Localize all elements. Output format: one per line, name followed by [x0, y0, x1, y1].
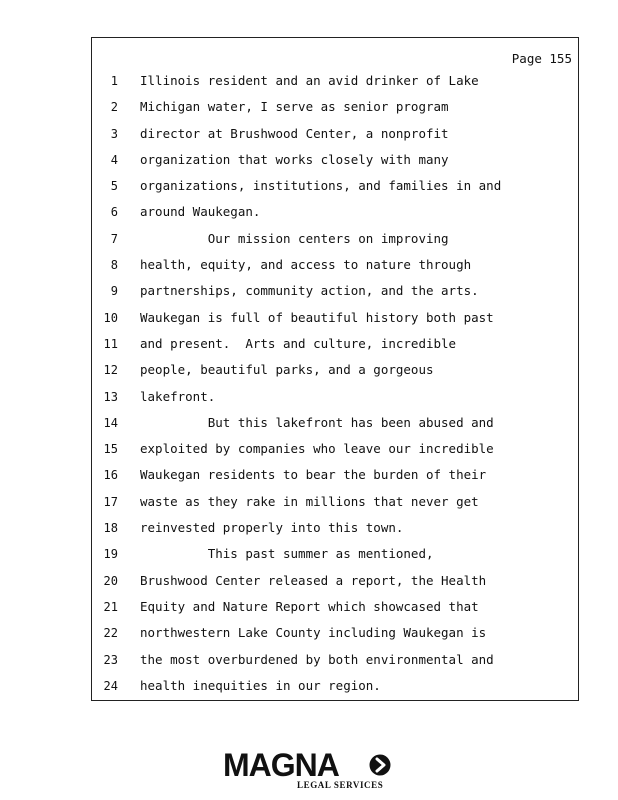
line-number: 22: [103, 626, 118, 641]
line-text: Illinois resident and an avid drinker of Lake: [140, 73, 479, 88]
line-text: Waukegan is full of beautiful history both past: [140, 309, 494, 325]
line-text: northwestern Lake County including Waukegan is: [140, 625, 487, 641]
arrow-circle-icon: [369, 754, 391, 776]
line-number: 11: [103, 336, 118, 351]
transcript-line: [92, 599, 578, 625]
transcript-line: [92, 362, 578, 388]
line-text: health inequities in our region.: [140, 677, 381, 693]
transcript-line: [92, 310, 578, 336]
transcript-line: [92, 389, 578, 415]
line-text: lakefront.: [140, 388, 216, 404]
line-text: organization that works closely with many: [140, 151, 449, 167]
line-number: 4: [110, 152, 118, 167]
transcript-line: [92, 283, 578, 309]
line-text: and present. Arts and culture, incredible: [140, 335, 457, 351]
line-number: 3: [110, 126, 118, 141]
line-number: 15: [103, 442, 118, 457]
line-number: 8: [110, 258, 118, 273]
logo-tagline: LEGAL SERVICES: [297, 780, 384, 790]
transcript-line: [92, 546, 578, 572]
transcript-line: [92, 204, 578, 230]
line-text: Michigan water, I serve as senior program: [140, 99, 449, 115]
line-text: Brushwood Center released a report, the Health: [140, 572, 487, 588]
magna-logo: [223, 747, 395, 793]
line-text: This past summer as mentioned,: [140, 546, 434, 562]
line-number: 1: [110, 74, 118, 88]
transcript-line: [92, 178, 578, 204]
line-text: partnerships, community action, and the arts.: [140, 283, 479, 299]
line-text: the most overburdened by both environmental and: [140, 651, 494, 667]
line-number: 5: [110, 179, 118, 194]
line-text: Our mission centers on improving: [140, 230, 449, 246]
transcript-line: [92, 257, 578, 283]
transcript-line: [92, 678, 578, 704]
line-number: 14: [103, 415, 118, 430]
line-text: health, equity, and access to nature through: [140, 257, 472, 273]
line-text: director at Brushwood Center, a nonprofit: [140, 125, 449, 141]
line-number: 23: [103, 652, 118, 667]
line-number: 24: [103, 678, 118, 693]
transcript-page: [91, 37, 579, 701]
page-number: Page 155: [511, 51, 572, 66]
line-number: 12: [103, 363, 118, 378]
transcript-line: [92, 73, 578, 99]
line-text: people, beautiful parks, and a gorgeous: [140, 362, 434, 378]
line-text: around Waukegan.: [140, 204, 261, 220]
line-number: 2: [110, 100, 118, 115]
transcript-line: [92, 415, 578, 441]
line-number: 6: [110, 205, 118, 220]
transcript-line: [92, 441, 578, 467]
transcript-line: [92, 520, 578, 546]
transcript-line: [92, 625, 578, 651]
line-text: exploited by companies who leave our incredible: [140, 441, 494, 457]
transcript-line: [92, 152, 578, 178]
line-number: 10: [103, 310, 118, 325]
transcript-line: [92, 573, 578, 599]
transcript-line: [92, 231, 578, 257]
transcript-lines: [92, 73, 578, 704]
line-number: 9: [110, 284, 118, 299]
transcript-line: [92, 99, 578, 125]
logo-wordmark: MAGNA: [223, 747, 339, 783]
line-number: 7: [110, 231, 118, 246]
transcript-line: [92, 652, 578, 678]
transcript-line: [92, 467, 578, 493]
transcript-line: [92, 126, 578, 152]
line-number: 21: [103, 599, 118, 614]
line-number: 17: [103, 494, 118, 509]
line-text: Equity and Nature Report which showcased that: [140, 598, 479, 614]
line-text: But this lakefront has been abused and: [140, 414, 494, 430]
line-number: 20: [103, 573, 118, 588]
line-number: 18: [103, 521, 118, 536]
line-number: 16: [103, 468, 118, 483]
transcript-line: [92, 336, 578, 362]
line-text: waste as they rake in millions that never get: [140, 493, 479, 509]
line-text: reinvested properly into this town.: [140, 520, 404, 536]
line-number: 19: [103, 547, 118, 562]
line-text: organizations, institutions, and families in and: [140, 178, 502, 194]
line-number: 13: [103, 389, 118, 404]
transcript-line: [92, 494, 578, 520]
line-text: Waukegan residents to bear the burden of their: [140, 467, 487, 483]
